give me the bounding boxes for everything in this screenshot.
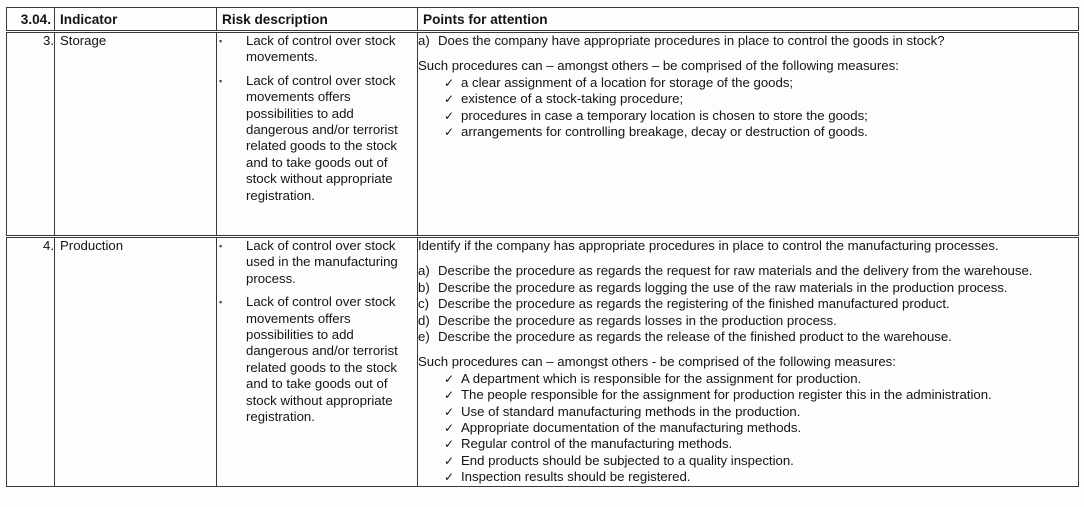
checkmark-icon: ✓	[444, 437, 455, 452]
checkmark-icon: ✓	[444, 371, 455, 386]
list-item: d) Describe the procedure as regards losses in the production process.	[418, 312, 837, 328]
risk-text: Lack of control over stock movements.	[246, 33, 396, 65]
list-item: c) Describe the procedure as regards the registering of the finished manufactured product.	[418, 296, 950, 312]
list-item: ✓ a clear assignment of a location for storage of the goods;	[444, 74, 794, 90]
checkmark-icon: ✓	[444, 388, 455, 403]
risk-list	[217, 33, 417, 204]
item-label: a)	[418, 33, 430, 48]
list-item: a) Describe the procedure as regards the request for raw materials and the delivery from the warehouse.	[418, 263, 1033, 279]
list-item	[217, 33, 417, 66]
list-item	[418, 33, 1078, 49]
list-item: ✓ Use of standard manufacturing methods in the production.	[444, 403, 801, 419]
list-item: ✓ existence of a stock-taking procedure;	[444, 91, 684, 107]
list-item: ✓ Regular control of the manufacturing methods.	[444, 436, 733, 452]
table-row-storage	[7, 32, 1079, 237]
risk-cell	[217, 237, 418, 487]
header-section-number: 3.04.	[7, 8, 55, 32]
measures-list	[418, 75, 1078, 141]
question-text: Does the company have appropriate procedures in place to control the goods in stock?	[438, 33, 945, 48]
header-risk-description: Risk description	[217, 8, 418, 32]
row-number: 4.	[7, 237, 55, 487]
header-row	[7, 8, 1079, 32]
checkmark-icon: ✓	[444, 404, 455, 419]
list-item: ✓ Inspection results should be registered.	[444, 469, 691, 485]
list-item: ✓ A department which is responsible for the assignment for production.	[444, 370, 862, 386]
list-item: ✓ arrangements for controlling breakage, decay or destruction of goods.	[444, 124, 868, 140]
checkmark-icon: ✓	[444, 108, 455, 123]
header-indicator: Indicator	[55, 8, 217, 32]
square-bullet-icon: ▪	[219, 75, 223, 86]
risk-text: Lack of control over stock movements offers possibilities to add dangerous and/or terrorist related goods to the stock and to take goods out of stock without appropriate registration.	[246, 294, 398, 425]
list-item	[217, 294, 417, 425]
list-item: e) Describe the procedure as regards the release of the finished product to the warehouse.	[418, 329, 952, 345]
list-item: ✓ Appropriate documentation of the manufacturing methods.	[444, 420, 802, 436]
item-label: d)	[418, 312, 430, 328]
list-item	[217, 238, 417, 287]
checkmark-icon: ✓	[444, 470, 455, 485]
item-label: b)	[418, 279, 430, 295]
row-indicator: Production	[55, 237, 217, 487]
checkmark-icon: ✓	[444, 453, 455, 468]
points-cell	[418, 32, 1079, 237]
list-item: ✓ The people responsible for the assignment for production register this in the administration.	[444, 387, 992, 403]
checkmark-icon: ✓	[444, 92, 455, 107]
risk-text: Lack of control over stock used in the manufacturing process.	[246, 238, 398, 286]
header-points-for-attention: Points for attention	[418, 8, 1079, 32]
indicator-table	[6, 7, 1079, 487]
checkmark-icon: ✓	[444, 125, 455, 140]
measures-intro: Such procedures can – amongst others - be comprised of the following measures:	[418, 354, 896, 370]
item-label: c)	[418, 296, 429, 312]
risk-list	[217, 238, 417, 425]
points-cell	[418, 237, 1079, 487]
risk-cell	[217, 32, 418, 237]
measures-intro: Such procedures can – amongst others – be comprised of the following measures:	[418, 58, 899, 74]
item-label: e)	[418, 329, 430, 345]
risk-text: Lack of control over stock movements offers possibilities to add dangerous and/or terrorist related goods to the stock and to take goods out of stock without appropriate registration.	[246, 72, 398, 203]
row-indicator: Storage	[55, 32, 217, 237]
list-item	[217, 73, 417, 204]
procedure-list	[418, 263, 1078, 345]
list-item: b) Describe the procedure as regards logging the use of the raw materials in the production process.	[418, 279, 1008, 295]
checkmark-icon: ✓	[444, 421, 455, 436]
checkmark-icon: ✓	[444, 75, 455, 90]
list-item: ✓ procedures in case a temporary location is chosen to store the goods;	[444, 107, 868, 123]
item-label: a)	[418, 263, 430, 279]
table-row-production	[7, 237, 1079, 487]
row-number: 3.	[7, 32, 55, 237]
square-bullet-icon: ▪	[219, 297, 223, 308]
identify-intro: Identify if the company has appropriate procedures in place to control the manufacturing processes.	[418, 238, 999, 253]
square-bullet-icon: ▪	[219, 36, 223, 46]
square-bullet-icon: ▪	[219, 241, 223, 251]
question-list	[418, 33, 1078, 49]
list-item: ✓ End products should be subjected to a quality inspection.	[444, 452, 794, 468]
measures-list	[418, 371, 1078, 486]
